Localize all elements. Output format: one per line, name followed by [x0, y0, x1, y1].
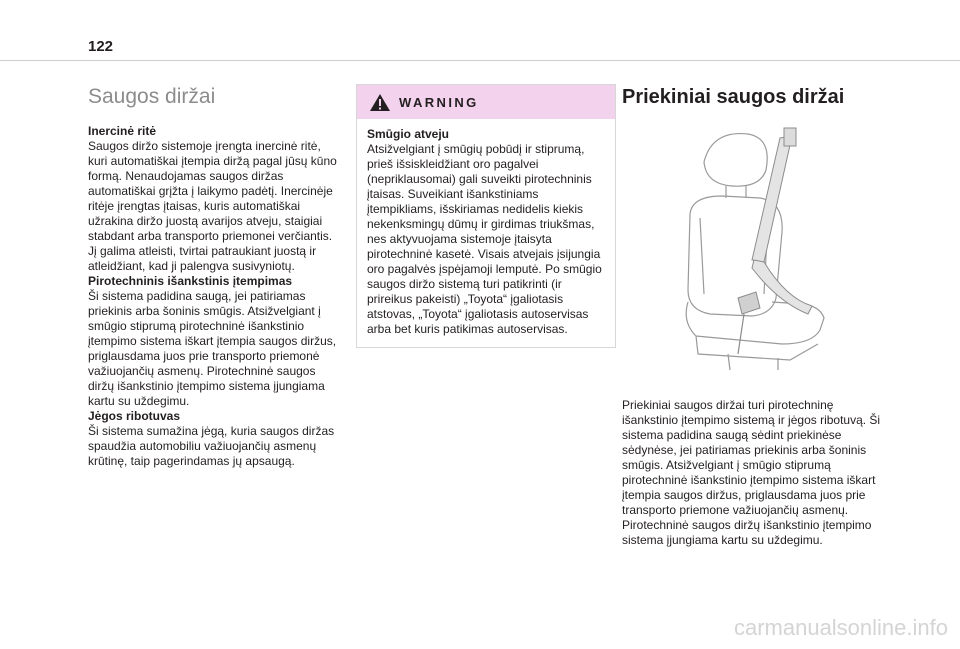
paragraph-force-limiter: Ši sistema sumažina jėgą, kuria saugos diržas spaudžia automobiliu važiuojančių asmenų krūtinę, taip pagerindamas jų apsaugą. [88, 424, 335, 468]
warning-text: Atsižvelgiant į smūgių pobūdį ir stiprumą, prieš išsiskleidžiant oro pagalvei (nepriklausomai) gali suveikti pirotechninis įtaisas. Suveikiant išankstiniams įtempikliams, išskiriamas nedidelis kiekis nekenksmingų dūmų ir girdimas triukšmas, nes aktyvuojama sistemoje įtaisyta pirotechninė kasetė. Visais atvejais įsijungia oro pagalvės įspėjamoji lemputė. Po smūgio saugos diržo sistemą turi patikrinti (ir prireikus pakeisti) „Toyota“ įgaliotasis atstovas, „Toyota“ įgaliotasis autoservisas arba bet kuris patikimas autoservisas. [367, 142, 602, 336]
subheading-pretensioning: Pirotechninis išankstinis įtempimas [88, 274, 293, 288]
left-column [88, 84, 343, 469]
paragraph-inertia-reel: Saugos diržo sistemoje įrengta inercinė ritė, kuri automatiškai įtempia diržą pagal jūsų kūno formą. Nenaudojamas saugos diržas automatiškai grįžta į laikymo padėtį. Inercinėje ritėje įrengtas įtaisas, kuris automatiškai užrakina diržo juostą avarijos atveju, staigiai stabdant arba transporto priemonei verčiantis. Jį galima atleisti, tvirtai patraukiant juostą ir atleidžiant, kad ji palengva susivyniotų. [88, 139, 337, 273]
warning-subheading: Smūgio atveju [367, 127, 450, 141]
seat-belt-illustration [652, 122, 842, 372]
watermark: carmanualsonline.info [733, 615, 948, 640]
warning-body [357, 119, 615, 337]
header-rule [0, 60, 960, 61]
warning-header [357, 85, 615, 119]
warning-label: WARNING [399, 94, 479, 110]
subheading-force-limiter: Jėgos ribotuvas [88, 409, 181, 423]
warning-triangle-icon [369, 93, 391, 112]
section-title-front-belts: Priekiniai saugos diržai [622, 86, 845, 108]
right-column [622, 84, 884, 548]
subheading-inertia-reel: Inercinė ritė [88, 124, 157, 138]
paragraph-pretensioning: Ši sistema padidina saugą, jei patiriamas priekinis arba šoninis smūgis. Atsižvelgiant į smūgio stiprumą pirotechninė išankstinio įtempimo sistema iškart įtempia saugos diržus, priglausdama juos prie transporto priemonė važiuojančių asmenų. Pirotechninė saugos diržų išankstinio įtempimo sistema įjungiama kartu su uždegimu. [88, 289, 337, 408]
warning-box [356, 84, 616, 348]
page-number: 122 [88, 38, 114, 55]
section-title-seat-belts: Saugos diržai [88, 85, 216, 108]
paragraph-front-belts: Priekiniai saugos diržai turi pirotechninę išankstinio įtempimo sistemą ir jėgos ribotuvą. Ši sistema padidina saugą sėdint priekinėse sėdynėse, jei patiriamas priekinis arba šoninis smūgis. Atsižvelgiant į smūgio stiprumą pirotechninė išankstinio įtempimo sistema iškart įtempia saugos diržus, priglausdama juos prie transporto priemone važiuojančių asmenų. Pirotechninė saugos diržų išankstinio įtempimo sistema įjungiama kartu su uždegimu. [622, 398, 881, 547]
